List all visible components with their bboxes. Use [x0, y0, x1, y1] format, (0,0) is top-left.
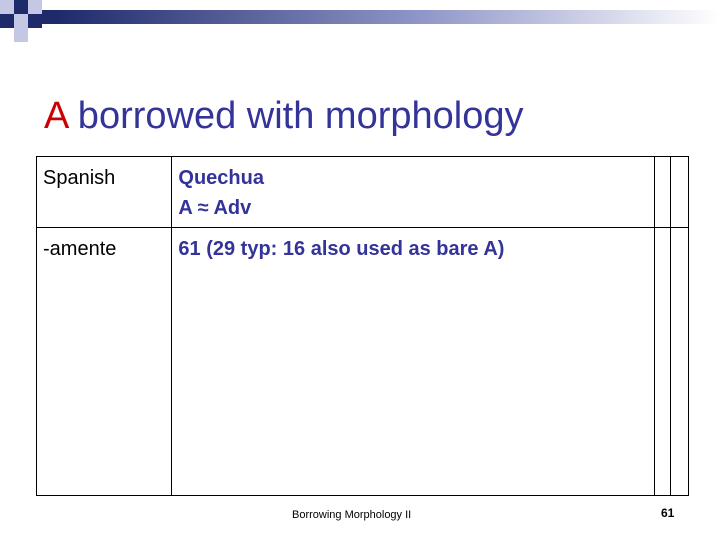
header-cell-empty-1 [654, 157, 670, 228]
row-cell-spanish [37, 228, 172, 496]
banner-square-navy-2 [0, 14, 14, 28]
banner-square-light-4 [14, 28, 28, 42]
row-spanish-text: -amente [43, 238, 117, 260]
banner-gradient-bar [56, 10, 720, 24]
slide-title [44, 92, 523, 140]
title-text: borrowed with morphology [67, 95, 524, 137]
header-cell-quechua [172, 157, 654, 228]
banner-square-navy-4 [42, 10, 56, 24]
page-number: 61 [661, 506, 675, 520]
banner-square-light-3 [14, 14, 28, 28]
banner-square-light-2 [28, 0, 42, 14]
header-spanish-text: Spanish [43, 167, 116, 189]
row-cell-empty-2 [670, 228, 688, 496]
banner-square-navy-1 [14, 0, 28, 14]
row-cell-empty-1 [654, 228, 670, 496]
morphology-table [36, 156, 689, 496]
banner-square-navy-3 [28, 14, 42, 28]
footer-text: Borrowing Morphology II [292, 509, 412, 521]
table-row [37, 228, 689, 496]
row-quechua-text: 61 (29 typ: 16 also used as bare A) [178, 238, 505, 260]
table-header-row [37, 157, 689, 228]
header-cell-empty-2 [670, 157, 688, 228]
header-quechua-subtext: A ≈ Adv [178, 197, 252, 219]
header-quechua-text: Quechua [178, 167, 264, 189]
banner-square-light-1 [0, 0, 14, 14]
title-accent: A [44, 95, 68, 137]
header-cell-spanish [37, 157, 172, 228]
decorative-banner [0, 0, 720, 60]
row-cell-quechua [172, 228, 654, 496]
